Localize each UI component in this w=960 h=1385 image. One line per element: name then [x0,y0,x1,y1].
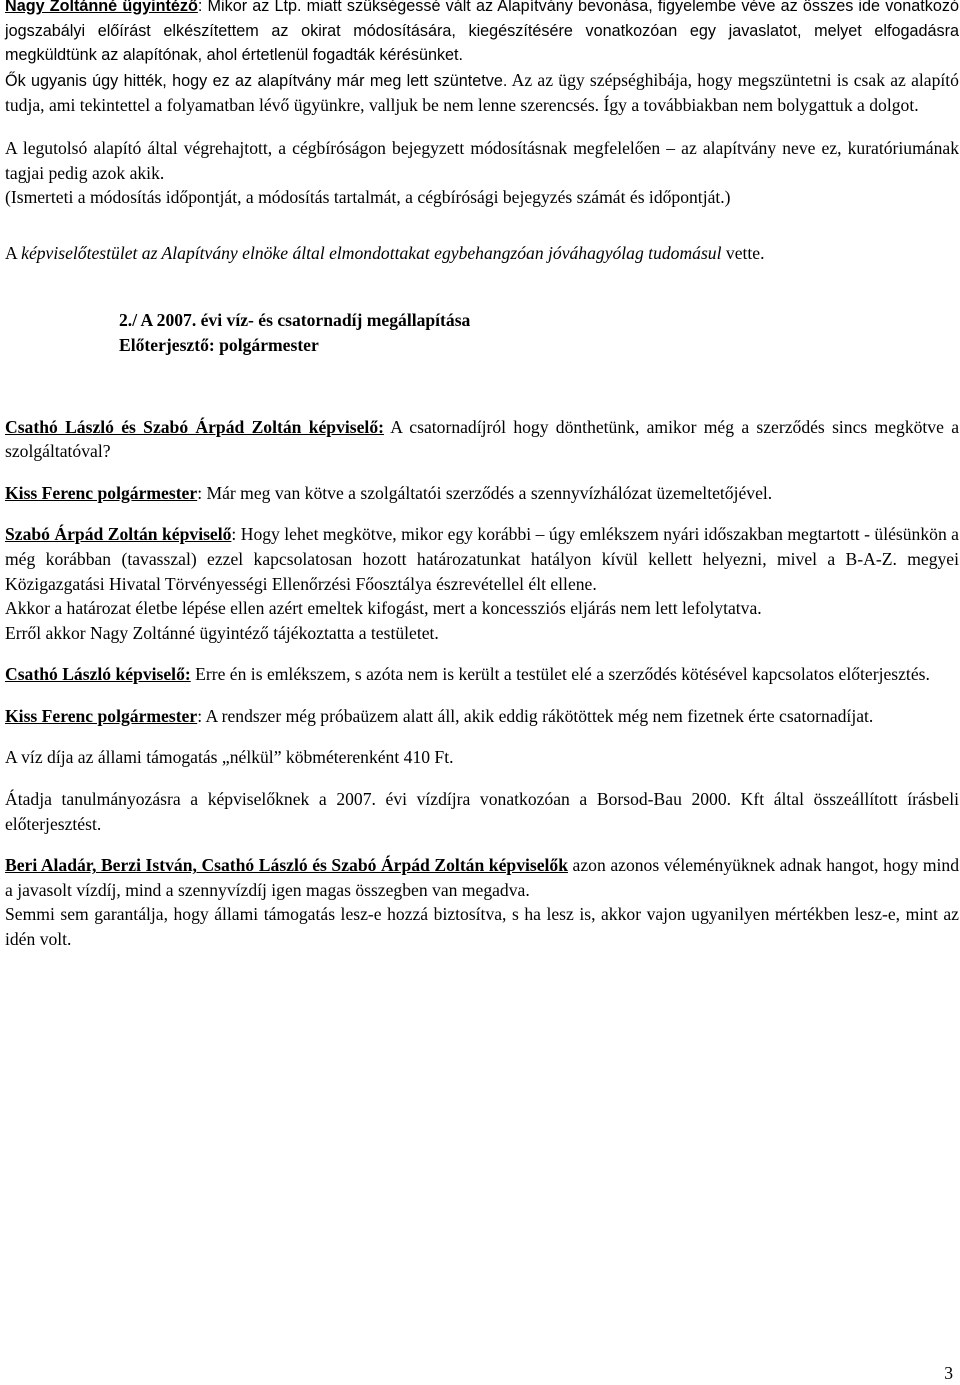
paragraph-resolution [5,241,959,266]
paragraph-informed: Erről akkor Nagy Zoltánné ügyintéző tájékoztatta a testületet. [5,622,439,643]
speaker-name: Szabó Árpád Zoltán képviselő [5,524,232,545]
speaker-name: Csathó László és Szabó Árpád Zoltán képviselő: [5,416,384,437]
speech-text: azon azonos véleményüknek adnak hangot, hogy mind a javasolt vízdíj, mind a szennyvízdíj igen magas összegben van megadva. [5,855,959,900]
page-number: 3 [944,1363,953,1383]
paragraph-kiss-trial [5,704,959,729]
speaker-name: Nagy Zoltánné ügyintéző [5,0,198,15]
paragraph-csatho-szabo-question [5,415,959,464]
paragraph-concession: Akkor a határozat életbe lépése ellen azért emeltek kifogást, mert a koncessziós eljárás nem lett lefolytatva. [5,598,762,619]
paragraph-kiss-answer [5,481,959,506]
speech-text: : A rendszer még próbaüzem alatt áll, akik eddig rákötöttek még nem fizetnek érte csatornadíjat. [197,705,874,726]
paragraph-no-guarantee: Semmi sem garantálja, hogy állami támogatás lesz-e hozzá biztosítva, s ha lesz is, akkor vajon ugyanilyen mértékben lesz-e, mint az idén volt. [5,904,959,950]
paragraph-water-price: A víz díja az állami támogatás „nélkül” köbméterenként 410 Ft. [5,747,454,768]
speech-text: : Mikor az Ltp. miatt szükségessé vált az Alapítvány bevonása, figyelembe véve az összes ide vonatkozó jogszabályi előírást elkészítettem az okirat módosítására, kiegészítésére vonatkozóan egy javaslatot, melyet elfogadásra megküldtünk az alapítónak, ahol értetlenül fogadták kérésünket. [5,0,959,65]
agenda-title: 2./ A 2007. évi víz- és csatornadíj megállapítása [119,310,471,331]
paragraph-representatives [5,853,959,902]
resolution-prefix: A [5,242,22,263]
paragraph-handover: Átadja tanulmányozásra a képviselőknek a 2007. évi vízdíjra vonatkozóan a Borsod-Bau 2000. Kft által összeállított írásbeli előterjesztést. [5,789,959,834]
speaker-name: Kiss Ferenc polgármester [5,705,198,726]
document-page [5,0,959,952]
resolution-italic: képviselőtestület az Alapítvány elnöke által elmondottakat egybehangzóan jóváhagyólag tudomásul [21,242,722,263]
paragraph-alapitvany-intro [5,0,959,68]
speech-text: : Hogy lehet megkötve, mikor egy korábbi – úgy emlékszem nyári időszakban megtartott - ülésünkön a még korábban (tavasszal) ezzel kapcsolatosan hozott határozatunkat hatályon kívül kellett helyezni, mivel a B-A-Z. megyei Közigazgatási Hivatal Törvényességi Ellenőrzési Főosztálya észrevétellel élt ellene. [5,524,959,594]
resolution-suffix: vette. [721,242,765,263]
speech-text-serif: Az az ügy szépséghibája, hogy megszüntetni is csak az alapító tudja, ami tekintettel a folyamatban lévő ügyünkre, valljuk be nem lenne szerencsés. Így a továbbiakban nem bolygattuk a dolgot. [5,69,959,116]
paragraph-csatho-remembers [5,662,959,687]
paragraph-alapitvany-followup [5,68,959,119]
speech-text: : Már meg van kötve a szolgáltatói szerződés a szennyvízhálózat üzemeltetőjével. [197,482,773,503]
agenda-heading [119,308,959,357]
paragraph-modification-note: (Ismerteti a módosítás időpontját, a módosítás tartalmát, a cégbírósági bejegyzés számát és időpontját.) [5,187,731,208]
speaker-name: Beri Aladár, Berzi István, Csathó László és Szabó Árpád Zoltán képviselők [5,855,568,876]
speech-text: Erre én is emlékszem, s azóta nem is került a testület elé a szerződés kötésével kapcsolatos előterjesztés. [190,664,930,685]
paragraph-szabo-objection [5,522,959,596]
speaker-name: Csathó László képviselő: [5,664,191,685]
speaker-name: Kiss Ferenc polgármester [5,482,198,503]
agenda-presenter: Előterjesztő: polgármester [119,334,319,355]
paragraph-latest-founder: A legutolsó alapító által végrehajtott, a cégbíróságon bejegyzett módosításnak megfelelően – az alapítvány neve ez, kuratóriumának tagjai pedig azok akik. [5,137,959,183]
speech-text: A csatornadíjról hogy dönthetünk, amikor még a szerződés sincs megkötve a szolgáltatóval? [5,416,959,462]
speech-text-sans: Ők ugyanis úgy hitték, hogy ez az alapítvány már meg lett szüntetve. [5,71,508,90]
